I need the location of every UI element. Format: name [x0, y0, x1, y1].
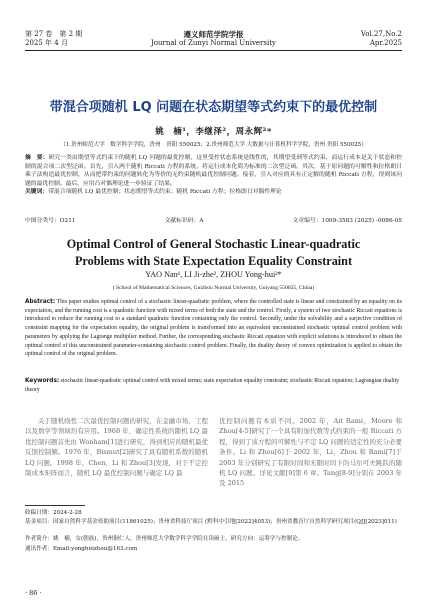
body-column-left — [25, 416, 208, 478]
document-code: 文献标识码：A — [164, 218, 204, 224]
volume-cn: 第 27 卷 第 2 期 — [25, 30, 83, 38]
footnote-received: 收稿日期：2024-2-28 — [25, 510, 82, 516]
page-number: · 86 · — [25, 589, 42, 597]
footnote-author-bio: 作者简介：姚 楠，女(朝族)，贵州铜仁人，贵州师范大学数学科学学院在读硕士，研究方向：运筹学与控制论。 — [25, 536, 304, 542]
chinese-abstract-label: 摘 要： — [25, 155, 49, 161]
classification-row — [25, 215, 402, 224]
english-title-line2: Problems with State Expectation Equality Constraint — [74, 254, 353, 268]
chinese-keywords-label: 关键词： — [25, 189, 49, 196]
footnote-correspondence: 通讯作者：Email:yonghuizhou@163.com — [25, 546, 138, 552]
english-abstract-label: Abstract: — [25, 299, 56, 305]
date-cn: 2025 年 4 月 — [25, 39, 68, 47]
chinese-keywords-text: 带混合项随机 LQ 最优控制；状态期望等式约束；随机 Riccati 方程；拉格朗日对偶性理论 — [48, 189, 282, 196]
journal-title-cn: 遵义师范学院学报 — [183, 30, 244, 39]
english-abstract — [25, 298, 402, 359]
body-paragraph-left: 关于随机线性二次最优控制问题的研究，在金融市场、工程以及数学等领域均有应用。1968 年，确定性系统的随机 LQ 最优控制问题首先由 Wonham[1]进行研究，得到相应的随机最优反馈控制解。1976 年，Bismut[2]研究了具有随机系数的随机 LQ 问题。1998 年，Chen，Li 和 Zhou[3]发现，对于不定控制成本矩阵而言，随机 LQ 最优控制问题与确定 LQ 最 — [25, 417, 208, 478]
date-en: Apr.2025 — [369, 39, 402, 47]
chinese-title: 带混合项随机 LQ 问题在状态期望等式约束下的最优控制 — [49, 100, 378, 115]
chinese-abstract-text: 研究一类由期望等式约束下的随机 LQ 问题的最优控制，这里受控状态系统是线性的，其期望受到等式约束，而运行成本是关于状态和控制的混合项二次型泛函。首先，引入两个随机 Riccati 方程的系统，将运行成本化简为标准的二次型泛函。其次，基于原问题的可解性和拉格朗日乘子法构造最优控制，从而把带约束的问题转化为等价的无约束随机最优控制问题。接着，引入对应的具有正定解的随机 Riccati 方程，得到该问题的最优控制。最后，应用凸对偶理论进一步验证了结果。 — [25, 155, 402, 187]
article-number: 文章编号：1009-3583 (2025) -0086-05 — [292, 218, 402, 224]
english-affiliation: ( School of Mathematical Sciences, Guizhou Normal University, Guiyang 550025, China) — [112, 285, 315, 291]
body-column-right — [219, 416, 402, 489]
english-abstract-text: This paper studies optimal control of a stochastic linear-quadratic problem, where the controlled state is linear and constrained by an equality on its expectation, and the running cost is a quadratic function with mixed terms of both the state and the control. Firstly, a system of two stochastic Riccati equations is introduced to reduce the running cost to a standard quadratic function containing only the control. Secondly, under the solvability and a surjective condition of constraint mapping for the expectation equality, the original problem is transformed into an equivalent unconstrained stochastic optimal control problem with parameters by applying the Lagrange multiplier method. Further, the corresponding stochastic Riccati equation with explicit solutions is introduced to obtain the optimal control of this unconstrained parameter-containing stochastic control problem. Finally, the duality theory of convex optimization is applied to obtain the optimal control of the original problem. — [25, 299, 402, 358]
chinese-affiliation: （1.贵州师范大学 数学科学学院，贵州 贵阳 550025；2.贵州师范大学 大数据与计算机科学学院，贵州 贵阳 550025） — [60, 142, 367, 148]
chinese-authors: 姚 楠¹，李继泽²，周永辉²* — [155, 127, 272, 137]
footnote-fund: 基金项目：国家自然科学基金资助项目(11861025)；贵州省科技厅项目 (黔科中引地[2022]4053)；贵州省教育厅自然科学研究项目(QJJ[2023]011) — [25, 519, 397, 525]
chinese-abstract — [25, 154, 402, 197]
body-paragraph-right: 优控制问题有本质不同。2002 年，Ait Rami，Moore 和 Zhou[4-5]研究了一个具有附加代数等式约束的一般 Riccati 方程，得到了该方程的可解性与不定 LQ 问题的适定性的充分必要条件。Li 和 Zhou[6]于 2002 年，Li，Zhou 和 Rami[7]于 2003 年分别研究了有限时间和无限时间下的马尔可夫跳跃的随机 LQ 问题。详见文献[9]第 6 章。Tang[8-9]分别在 2003 年及 2015 — [219, 417, 402, 488]
header-center — [140, 30, 287, 48]
english-keywords-label: Keywords: — [25, 378, 60, 384]
volume-en: Vol.27,No.2 — [360, 30, 402, 38]
english-keywords-text: stochastic linear-quadratic optimal control with mixed terms; state expectation equality constraint; stochastic Riccati equation; Lagrangian duality theory — [25, 378, 400, 393]
header-rule — [25, 50, 402, 51]
footnote-rule — [25, 505, 85, 506]
english-title — [25, 236, 402, 270]
header-left — [25, 30, 82, 48]
english-keywords — [25, 377, 402, 394]
header-right — [361, 30, 402, 48]
journal-title-en: Journal of Zunyi Normal University — [151, 39, 276, 47]
clc-number: 中图分类号：O211 — [25, 218, 76, 224]
english-title-line1: Optimal Control of General Stochastic Linear-quadratic — [66, 237, 361, 251]
english-authors: YAO Nan¹, LI Ji-zhe², ZHOU Yong-hui²* — [145, 270, 282, 279]
